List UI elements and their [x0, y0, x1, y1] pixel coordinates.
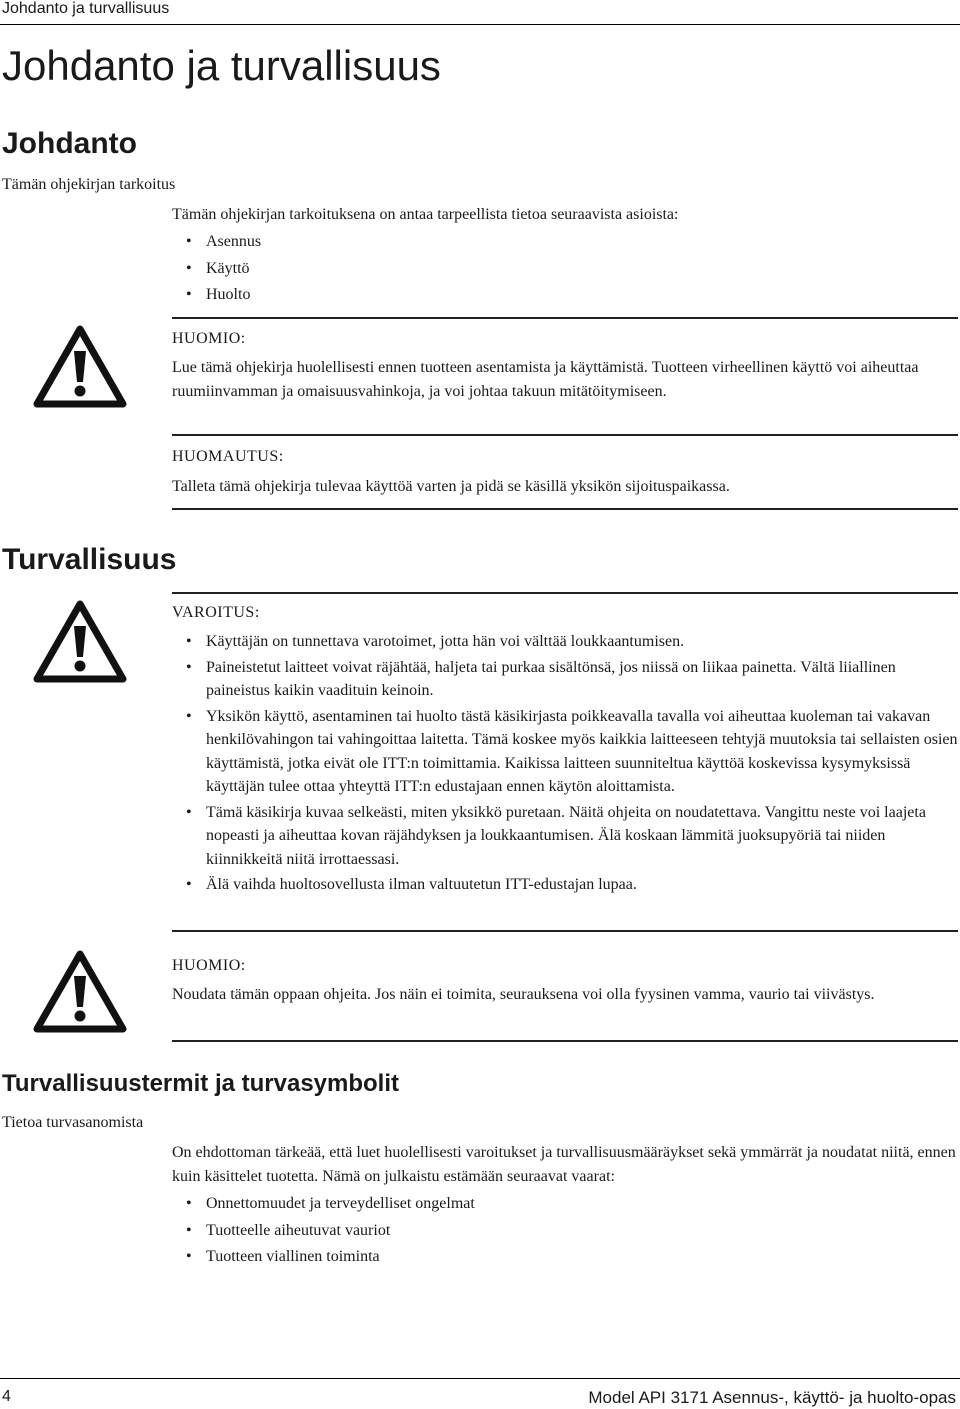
footer-rule: [0, 1378, 960, 1379]
safety-messages-paragraph: On ehdottoman tärkeää, että luet huolellisesti varoitukset ja turvallisuusmääräykset sekä ymmärrät ja noudatat niitä, ennen kuin käsittelet tuotetta. Nämä on julkaistu estämään seuraavat vaarat:: [172, 1144, 956, 1185]
list-item: • Tämä käsikirja kuvaa selkeästi, miten yksikkö puretaan. Näitä ohjeita on noudatettava. Vangittu neste voi laajeta nopeasti ja aiheuttaa kovan räjähdyksen ja loukkaantumisen. Älä koskaan lämmitä juoksupyöriä tai niiden kiinnikkeitä niitä irrottaessasi.: [186, 803, 926, 868]
note-bottom-rule: [172, 508, 958, 510]
caution-label: HUOMIO:: [172, 957, 246, 974]
warning-triangle-icon: [32, 598, 128, 684]
warning-list: [172, 630, 958, 897]
caution-top-rule: [172, 317, 958, 319]
list-item: • Onnettomuudet ja terveydelliset ongelmat: [186, 1195, 475, 1212]
list-item: • Tuotteen viallinen toiminta: [186, 1248, 380, 1265]
subheading-purpose: Tämän ohjekirjan tarkoitus: [2, 176, 176, 193]
list-item: • Paineistetut laitteet voivat räjähtää, haljeta tai purkaa sisältönsä, jos niissä on liikaa painetta. Vältä liiallinen paineistus kaikin vaadituin keinoin.: [186, 658, 896, 699]
warning-label: VAROITUS:: [172, 604, 260, 621]
caution-bottom-rule: [172, 1040, 958, 1042]
section-heading-safety-terms: Turvallisuustermit ja turvasymbolit: [2, 1070, 399, 1097]
caution-text: Noudata tämän oppaan ohjeita. Jos näin ei toimita, seurauksena voi olla fyysinen vamma, vaurio tai viivästys.: [172, 986, 875, 1003]
caution-bottom-rule: [172, 434, 958, 436]
caution-label: HUOMIO:: [172, 330, 246, 347]
note-label: HUOMAUTUS:: [172, 448, 284, 465]
warning-triangle-icon: [32, 323, 128, 409]
section-heading-introduction: Johdanto: [2, 127, 137, 160]
list-item: • Huolto: [186, 286, 251, 303]
note-text: Talleta tämä ohjekirja tulevaa käyttöä varten ja pidä se käsillä yksikön sijoituspaikassa.: [172, 478, 730, 495]
subheading-safety-messages: Tietoa turvasanomista: [2, 1114, 144, 1131]
caution-text: Lue tämä ohjekirja huolellisesti ennen tuotteen asentamista ja käyttämistä. Tuotteen virheellinen käyttö voi aiheuttaa ruumiinvamman ja omaisuusvahinkoja, ja voi johtaa takuun mitätöitymiseen.: [172, 359, 919, 400]
running-header: Johdanto ja turvallisuus: [2, 0, 170, 17]
list-item: • Käyttö: [186, 259, 250, 277]
hazards-list: [172, 1191, 958, 1271]
purpose-paragraph: Tämän ohjekirjan tarkoituksena on antaa tarpeellista tietoa seuraavista asioista:: [172, 206, 679, 223]
section-heading-safety: Turvallisuus: [2, 543, 177, 576]
list-item: • Älä vaihda huoltosovellusta ilman valtuutetun ITT-edustajan lupaa.: [186, 876, 637, 893]
list-item: • Asennus: [186, 233, 262, 250]
purpose-list: [172, 229, 958, 309]
page-number: 4: [2, 1388, 11, 1405]
list-item: • Yksikön käyttö, asentaminen tai huolto tästä käsikirjasta poikkeavalla tavalla voi aiheuttaa kuoleman tai vakavan henkilövahingon tai vahingoittaa laitetta. Tämä koskee myös kaikkia laitteeseen tehtyjä muutoksia tai sellaisten osien käyttämistä, jotka eivät ole ITT:n toimittamia. Kaikissa laitteen suunniteltua käyttöä koskevissa kysymyksissä käyttäjän tulee ottaa yhteyttä ITT:n edustajaan ennen käytön aloittamista.: [186, 707, 958, 795]
header-rule: [0, 24, 960, 25]
warning-triangle-icon: [32, 948, 128, 1034]
list-item: • Tuotteelle aiheutuvat vauriot: [186, 1221, 391, 1239]
warning-top-rule: [172, 592, 958, 594]
list-item: • Käyttäjän on tunnettava varotoimet, jotta hän voi välttää loukkaantumisen.: [186, 633, 685, 650]
page-title: Johdanto ja turvallisuus: [2, 42, 441, 89]
footer-doc-title: Model API 3171 Asennus-, käyttö- ja huolto-opas: [588, 1388, 956, 1407]
caution-top-rule: [172, 930, 958, 932]
